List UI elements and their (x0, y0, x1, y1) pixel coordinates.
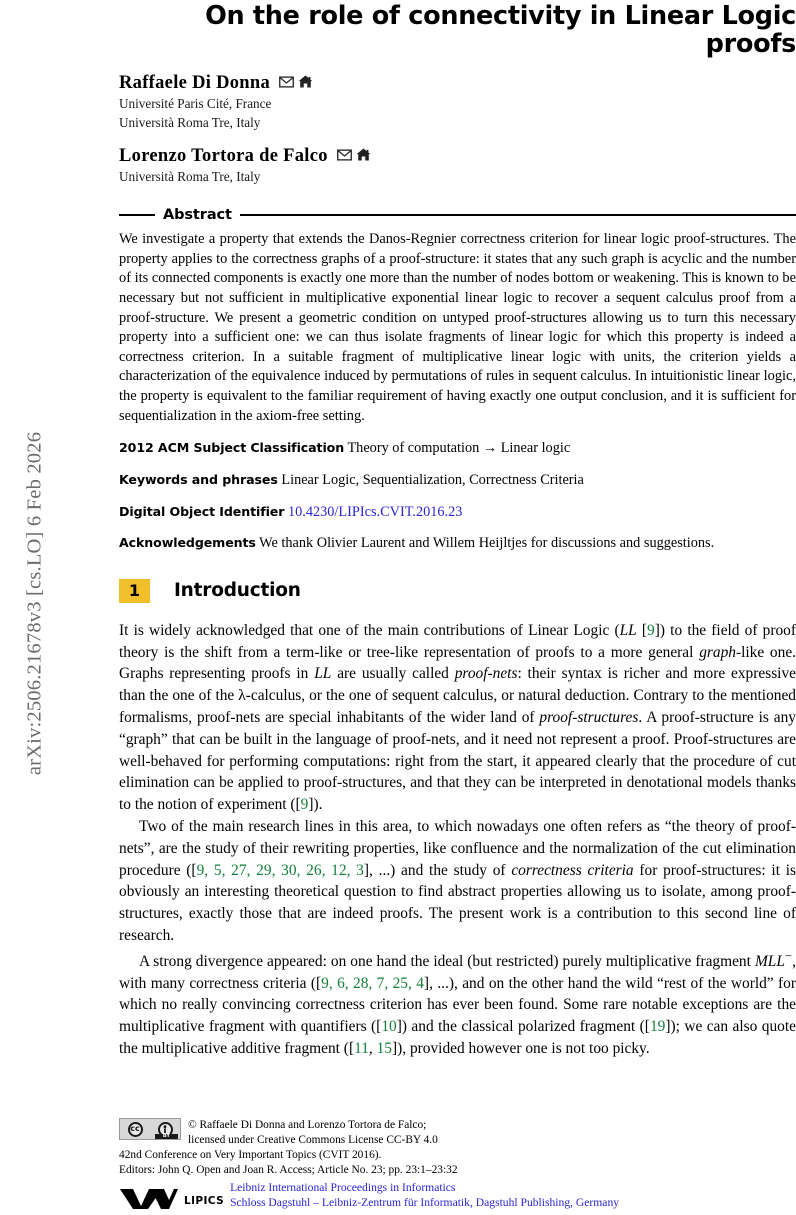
keywords (119, 471, 796, 490)
text-run: , ...) and the study of (369, 861, 512, 879)
text-run: ) and the classical polarized fragment ( (401, 1018, 645, 1036)
keywords-label: Keywords and phrases (119, 472, 278, 488)
author-affiliation: Université Paris Cité, France (119, 96, 272, 112)
page-content (119, 0, 796, 1060)
math-LL: LL (619, 621, 637, 639)
citation-link[interactable]: 9, 6, 28, 7, 25, 4 (321, 974, 424, 992)
cc-by-tag: BY (155, 1134, 178, 1139)
math-superscript-minus: − (784, 948, 793, 963)
text-run: ) to the field of proof theory is the shift from a term-like or tree-like representation of proofs to a more general (119, 621, 796, 661)
editors-line: Editors: John Q. Open and Joan R. Access; Article No. 23; pp. 23:1–23:32 (119, 1164, 458, 1177)
home-icon[interactable] (356, 146, 371, 167)
section-number-badge: 1 (119, 579, 150, 603)
lipics-line-1: Leibniz International Proceedings in Informatics (230, 1180, 456, 1194)
author-name: Lorenzo Tortora de Falco (119, 146, 328, 167)
acm-classification-label: 2012 ACM Subject Classification (119, 440, 345, 456)
acm-classification (119, 439, 796, 458)
text-run: ), provided however one is not too picky. (397, 1040, 650, 1058)
citation-link[interactable]: 15 (376, 1040, 392, 1058)
paragraph: It is widely acknowledged that one of the main contributions of Linear Logic (LL [9]) to the field of proof theory is the shift from a term-like or tree-like representation of proofs to a more general graph-like one. Graphs representing proofs in LL are usually called proof-nets: their syntax is richer and more expressive than the one of the λ-calculus, or the one of sequent calculus, or natural deduction. Contrary to the mentioned formalisms, proof-nets are special inhabitants of the wider land of proof-structures. A proof-structure is any “graph” that can be built in the language of proof-nets, and it need not represent a proof. Proof-structures are well-behaved for performing computations: right from the start, it appeared clearly that the procedure of cut elimination can be applied to proof-structures, and that they can be interpreted in denotational models thanks to the notion of experiment ([9]). (119, 621, 796, 814)
keywords-value: Linear Logic, Sequentialization, Correctness Criteria (281, 472, 584, 489)
text-run: -like one. Graphs representing proofs in (119, 643, 796, 683)
abstract-heading (119, 207, 796, 223)
doi-label: Digital Object Identifier (119, 503, 285, 519)
rule-left (119, 214, 155, 215)
author-name: Raffaele Di Donna (119, 73, 271, 94)
license-line: licensed under Creative Commons License CC-BY 4.0 (188, 1134, 438, 1147)
paragraph: Two of the main research lines in this area, to which nowadays one often refers as “the theory of proof-nets”, are the study of their rewriting properties, like confluence and the normalization of the cut elimination procedure ([9, 5, 27, 29, 30, 26, 12, 3], ...) and the study of correctness criteria for proof-structures: it is obviously an interesting theoretical question to find abstract properties allowing us to isolate, among proof-structures, exactly those that are indeed proofs. The present work is a contribution to this second line of research. (119, 817, 796, 944)
author-name-row (119, 73, 796, 94)
acm-classification-value: Theory of computation → Linear logic (347, 440, 571, 457)
license-credit (188, 1118, 438, 1148)
citation-link[interactable]: 11 (354, 1040, 369, 1058)
abstract-text: We investigate a property that extends the Danos-Regnier correctness criterion for linear logic proof-structures. The property applies to the correctness graphs of a proof-structure: it states that any such graph is acyclic and the number of its connected components is exactly one more than the number of nodes bottom or weakening. This is known to be necessary but not sufficient in multiplicative exponential linear logic to recover a sequent calculus proof from a proof-structure. We present a geometric condition on untyped proof-structures allowing us to turn this necessary property into a sufficient one: we can thus isolate fragments of linear logic for which this property is indeed a correctness criterion. In a suitable fragment of multiplicative linear logic with units, the criterion yields a characterization of the equivalence induced by permutations of rules in sequent calculus. In intuitionistic linear logic, the property is equivalent to the familiar requirement of having exactly one output conclusion, and it is sufficient for sequentialization in the axiom-free setting. (119, 230, 796, 424)
section-heading (119, 579, 796, 603)
emphasis-graph: graph (699, 643, 736, 661)
text-run: , with many correctness criteria ( (119, 952, 796, 992)
citation-link[interactable]: 19 (649, 1018, 666, 1036)
text-run: , ...), and on the other hand the wild “rest of the world” for which no really convincing correctness criterion has ever been found. Some rare notable exceptions are the multiplicative fragment with quantifiers ( (119, 974, 796, 1036)
envelope-icon[interactable] (337, 146, 352, 167)
paragraph: A strong divergence appeared: on one hand the ideal (but restricted) purely multiplicative fragment MLL−, with many correctness criteria ([9, 6, 28, 7, 25, 4], ...), and on the other hand the wild “rest of the world” for which no really convincing correctness criterion has ever been found. Some rare notable exceptions are the multiplicative fragment with quantifiers ([10]) and the classical polarized fragment ([19]); we can also quote the multiplicative additive fragment ([11, 15]), provided however one is not too picky. (119, 948, 796, 1058)
text-run: A strong divergence appeared: on one hand the ideal (but restricted) purely multiplicative fragment (139, 952, 755, 970)
creative-commons-badge (119, 1118, 181, 1140)
acknowledgements-value: We thank Olivier Laurent and Willem Heijltjes for discussions and suggestions. (259, 535, 715, 552)
page-footer (119, 1118, 796, 1210)
cc-icon: cc (128, 1122, 143, 1137)
section-title: Introduction (174, 580, 301, 602)
conference-line: 42nd Conference on Very Important Topics (CVIT 2016). (119, 1149, 382, 1162)
citation-link[interactable]: 9 (647, 621, 655, 639)
author-affiliation: Università Roma Tre, Italy (119, 114, 261, 130)
author-block (119, 73, 796, 131)
home-icon[interactable] (298, 73, 313, 94)
text-run: are usually called (331, 665, 455, 683)
emphasis-proof-nets: proof-nets (454, 665, 518, 683)
text-run: ); we can also quote the multiplicative additive fragment ( (119, 1018, 796, 1058)
license-row (119, 1118, 796, 1148)
text-run: for proof-structures: it is obviously an interesting theoretical question to find abstract properties allowing us to isolate, among proof-structures, exactly those that are indeed proofs. The present work is a contribution to this second line of research. (119, 861, 796, 944)
math-LL: LL (314, 665, 332, 683)
arxiv-stamp-text: arXiv:2506.21678v3 [cs.LO] 6 Feb 2026 (23, 431, 46, 776)
arxiv-stamp (0, 0, 56, 1200)
author-block (119, 146, 796, 186)
author-affiliation: Università Roma Tre, Italy (119, 169, 261, 185)
math-MLL: MLL (754, 952, 785, 970)
emphasis-correctness-criteria: correctness criteria (511, 861, 634, 879)
rule-right (240, 214, 796, 215)
doi (119, 503, 796, 522)
lipics-line-2: Schloss Dagstuhl – Leibniz-Zentrum für Informatik, Dagstuhl Publishing, Germany (230, 1195, 620, 1209)
lipics-publisher-lines (230, 1180, 619, 1211)
emphasis-proof-structures: proof-structures (539, 708, 639, 726)
text-run: : their syntax is richer and more expressive than the one of the λ-calculus, or the one of sequent calculus, or natural deduction. Contrary to the mentioned formalisms, proof-nets are special inhabitants of the wider land of (119, 665, 796, 726)
citation-link[interactable]: 9, 5, 27, 29, 30, 26, 12, 3 (196, 861, 364, 879)
text-run: , (368, 1040, 377, 1058)
text-run: It is widely acknowledged that one of the main contributions of Linear Logic ( (119, 621, 620, 639)
abstract-label: Abstract (163, 206, 232, 223)
citation-link[interactable]: 9 (300, 796, 309, 814)
text-run: . A proof-structure is any “graph” that can be built in the language of proof-nets, and it need not represent a proof. Proof-structures are well-behaved for performing computations: right from the start, it appeared clearly that the procedure of cut elimination can be applied to proof-structures, and that they can be interpreted in denotational models thanks to the notion of experiment ( (119, 708, 796, 814)
author-name-row (119, 146, 796, 167)
citation-link[interactable]: 10 (381, 1018, 397, 1036)
copyright-line: © Raffaele Di Donna and Lorenzo Tortora de Falco; (188, 1119, 427, 1131)
text-run: ). (313, 796, 323, 814)
lipics-row (119, 1180, 796, 1211)
doi-link[interactable]: 10.4230/LIPIcs.CVIT.2016.23 (287, 503, 463, 520)
lipics-logo-icon (119, 1184, 179, 1210)
lipics-wordmark: LIPICS (184, 1195, 225, 1208)
text-run: Two of the main research lines in this area, to which nowadays one often refers as “the theory of proof-nets”, are the study of their rewriting properties, like confluence and the normalization of the cut elimination procedure ( (119, 817, 796, 879)
author-contact-icons (337, 146, 371, 167)
author-contact-icons (279, 73, 313, 94)
acknowledgements-label: Acknowledgements (119, 535, 256, 551)
envelope-icon[interactable] (279, 73, 294, 94)
acknowledgements (119, 534, 796, 553)
page-title: On the role of connectivity in Linear Logic proofs (205, 1, 796, 60)
